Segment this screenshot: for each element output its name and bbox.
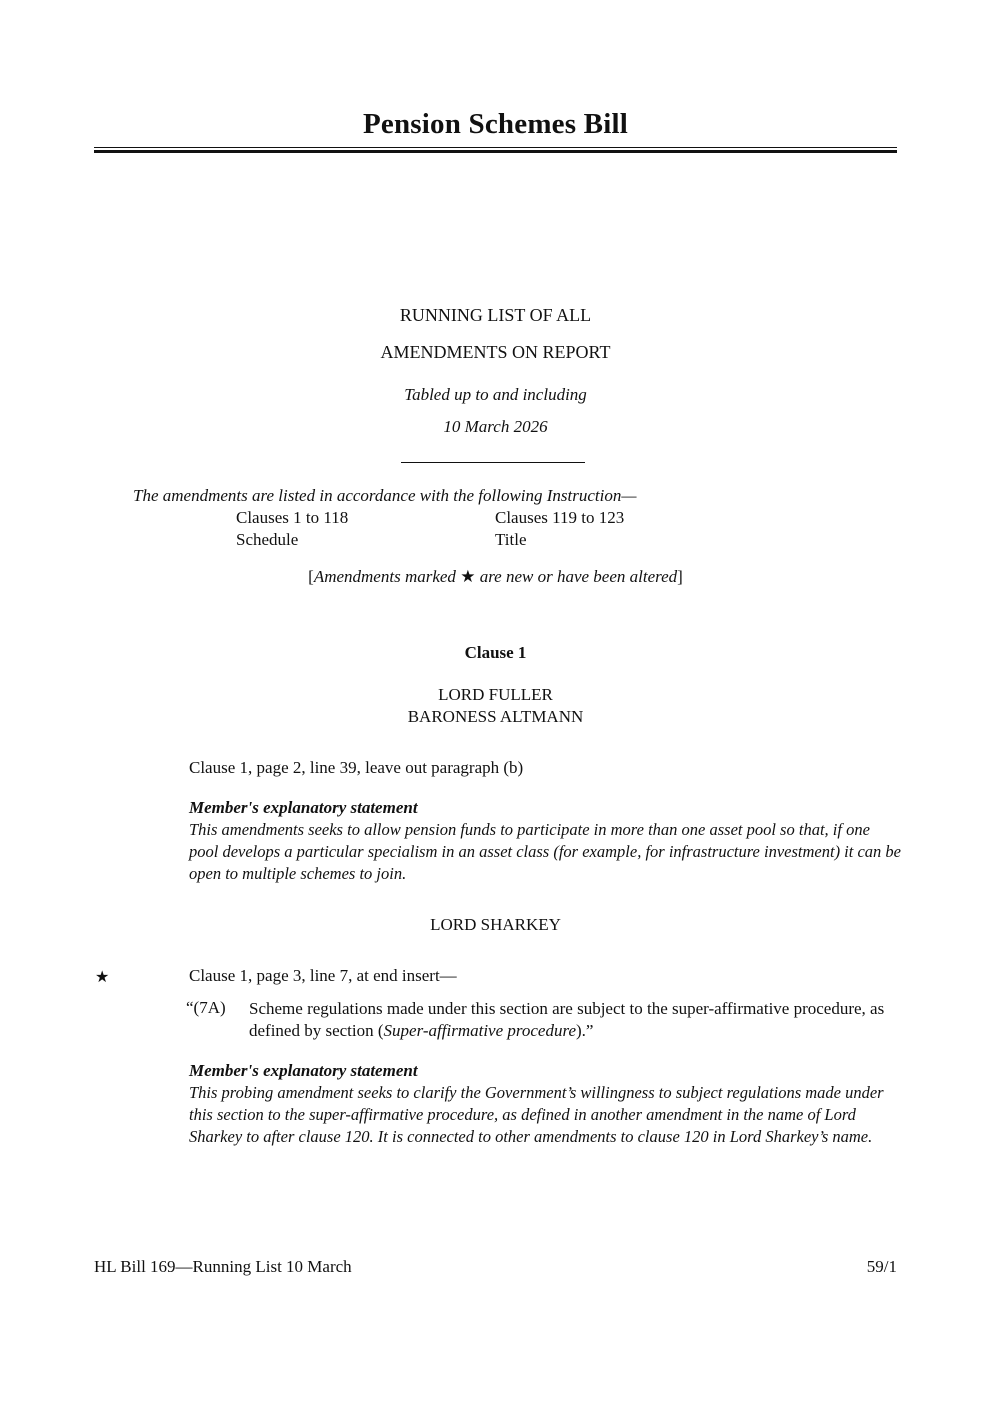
tabled-date: 10 March 2026 xyxy=(443,417,548,436)
heading-line-2: AMENDMENTS ON REPORT xyxy=(380,342,611,362)
star-icon: ★ xyxy=(95,969,110,986)
explanatory-statement-heading: Member's explanatory statement xyxy=(189,798,418,817)
amendment-instruction: Clause 1, page 2, line 39, leave out paragraph (b) xyxy=(189,758,524,777)
star-icon: ★ xyxy=(460,567,476,586)
member-name: LORD SHARKEY xyxy=(430,915,561,934)
star-note: [Amendments marked ★ are new or have been altered] xyxy=(308,567,683,586)
inserted-subsection-text: Scheme regulations made under this section are subject to the super-affirmative procedure, as defined by section (Super-affirmative procedure).” xyxy=(249,999,885,1040)
title-rule-thin xyxy=(94,147,897,148)
heading-line-1: RUNNING LIST OF ALL xyxy=(399,305,592,325)
explanatory-statement-heading: Member's explanatory statement xyxy=(189,1061,418,1080)
explanatory-statement: This amendments seeks to allow pension funds to participate in more than one asset pool so that, if one pool develops a particular specialism in an asset class (for example, for infrastructure investment) it can be open to multiple schemes to join. xyxy=(189,820,901,883)
explanatory-statement: This probing amendment seeks to clarify the Government’s willingness to subject regulations made under this section to the super-affirmative procedure, as defined in another amendment in the name of Lord Sharkey to after clause 120. It is connected to other amendments to clause 120 in Lord Sharkey’s name. xyxy=(189,1083,884,1146)
instruction-text: The amendments are listed in accordance with the following Instruction— xyxy=(133,486,637,505)
title-rule-thick xyxy=(94,150,897,153)
footer-page-number: 59/1 xyxy=(866,1257,897,1276)
order-item: Title xyxy=(495,530,527,549)
footer-bill-reference: HL Bill 169—Running List 10 March xyxy=(94,1257,352,1276)
inserted-subsection-number: “(7A) xyxy=(186,998,226,1017)
member-name: BARONESS ALTMANN xyxy=(407,707,584,726)
order-item: Schedule xyxy=(236,530,299,549)
member-name: LORD FULLER xyxy=(438,685,553,704)
order-item: Clauses 119 to 123 xyxy=(495,508,625,527)
bill-title: Pension Schemes Bill xyxy=(362,108,628,140)
clause-heading: Clause 1 xyxy=(464,643,527,662)
amendment-instruction: Clause 1, page 3, line 7, at end insert— xyxy=(189,966,457,985)
section-divider xyxy=(401,462,585,463)
order-item: Clauses 1 to 118 xyxy=(236,508,349,527)
tabled-line-1: Tabled up to and including xyxy=(404,385,587,404)
